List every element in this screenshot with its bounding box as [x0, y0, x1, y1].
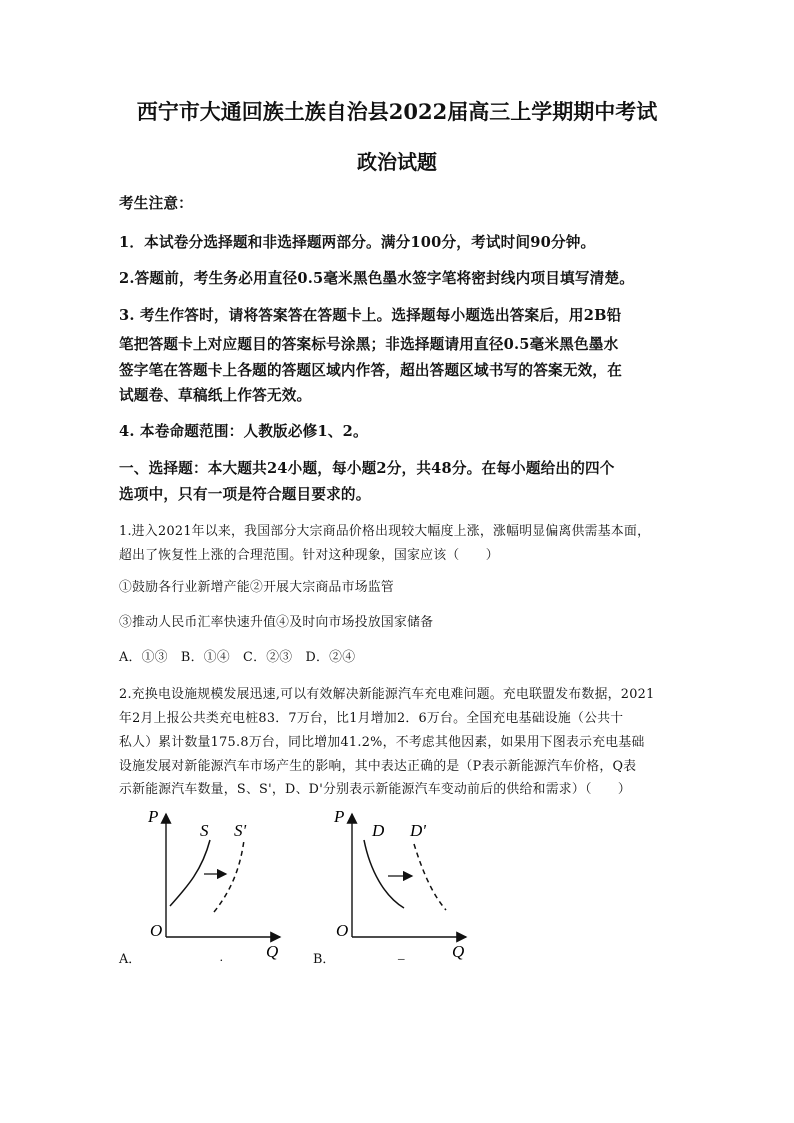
demand-shift-graph	[326, 800, 486, 965]
q2-stem-line-5: 示新能源汽车数量，S、S'，D、D'分别表示新能源汽车变动前后的供给和需求）（ ）	[119, 782, 631, 797]
curve-label-s-prime: S'	[234, 821, 247, 840]
supply-shift-graph	[140, 800, 300, 965]
note-4: 4. 本卷命题范围：人教版必修1、2。	[119, 423, 368, 440]
note-2: 2.答题前，考生务必用直径0.5毫米黑色墨水签字笔将密封线内项目填写清楚。	[119, 270, 635, 287]
demand-shift-diagram	[326, 800, 486, 965]
axis-label-p: P	[334, 807, 345, 826]
section-heading-line-1: 一、选择题：本大题共24小题，每小题2分，共48分。在每小题给出的四个	[119, 460, 615, 477]
tick-mark: _	[398, 946, 405, 961]
graph-a-option-label: A．	[119, 952, 142, 967]
supply-shift-diagram	[140, 800, 300, 965]
tick-mark: .	[220, 949, 224, 964]
curve-label-d-prime: D'	[410, 821, 426, 840]
graph-b-option-label: B．	[313, 952, 336, 967]
notes-heading: 考生注意：	[119, 195, 193, 212]
origin-label: O	[336, 921, 349, 940]
origin-label: O	[150, 921, 163, 940]
q1-statements-1-2: ①鼓励各行业新增产能②开展大宗商品市场监管	[119, 580, 395, 595]
exam-subject: 政治试题	[357, 150, 437, 174]
supply-curve-s-prime	[214, 840, 244, 912]
exam-title: 西宁市大通回族土族自治县2022届高三上学期期中考试	[136, 99, 658, 124]
demand-curve-d-prime	[414, 844, 446, 910]
axis-label-q: Q	[452, 942, 465, 961]
q2-stem-line-3: 私人）累计数量175.8万台，同比增加41.2%，不考虑其他因素，如果用下图表示充电基础	[119, 735, 645, 750]
section-heading-line-2: 选项中，只有一项是符合题目要求的。	[119, 486, 371, 503]
axis-label-q: Q	[266, 942, 279, 961]
demand-curve-d	[364, 840, 404, 908]
q1-statements-3-4: ③推动人民币汇率快速升值④及时向市场投放国家储备	[119, 615, 434, 630]
axis-label-p: P	[148, 807, 159, 826]
q2-stem-line-1: 2.充换电设施规模发展迅速,可以有效解决新能源汽车充电难问题。充电联盟发布数据，2021	[119, 687, 655, 702]
q1-answer-choices: A．①③ B．①④ C．②③ D．②④	[119, 650, 356, 665]
q1-stem-line-1: 1.进入2021年以来，我国部分大宗商品价格出现较大幅度上涨，涨幅明显偏离供需基本面，	[119, 524, 651, 539]
note-3-line-2: 笔把答题卡上对应题目的答案标号涂黑；非选择题请用直径0.5毫米黑色墨水	[119, 336, 619, 353]
q2-stem-line-2: 年2月上报公共类充电桩83．7万台，比1月增加2．6万台。全国充电基础设施（公共十	[119, 711, 624, 726]
q1-stem-line-2: 超出了恢复性上涨的合理范围。针对这种现象，国家应该（ ）	[119, 548, 499, 563]
curve-label-s: S	[200, 821, 209, 840]
supply-curve-s	[170, 840, 210, 906]
q2-stem-line-4: 设施发展对新能源汽车市场产生的影响，其中表达正确的是（P表示新能源汽车价格，Q表	[119, 759, 637, 774]
note-3-line-4: 试题卷、草稿纸上作答无效。	[119, 387, 312, 404]
curve-label-d: D	[372, 821, 385, 840]
note-1: 1．本试卷分选择题和非选择题两部分。满分100分，考试时间90分钟。	[119, 234, 596, 251]
note-3-line-3: 签字笔在答题卡上各题的答题区域内作答，超出答题区域书写的答案无效，在	[119, 362, 622, 379]
note-3-line-1: 3. 考生作答时，请将答案答在答题卡上。选择题每小题选出答案后，用2B铅	[119, 307, 622, 324]
